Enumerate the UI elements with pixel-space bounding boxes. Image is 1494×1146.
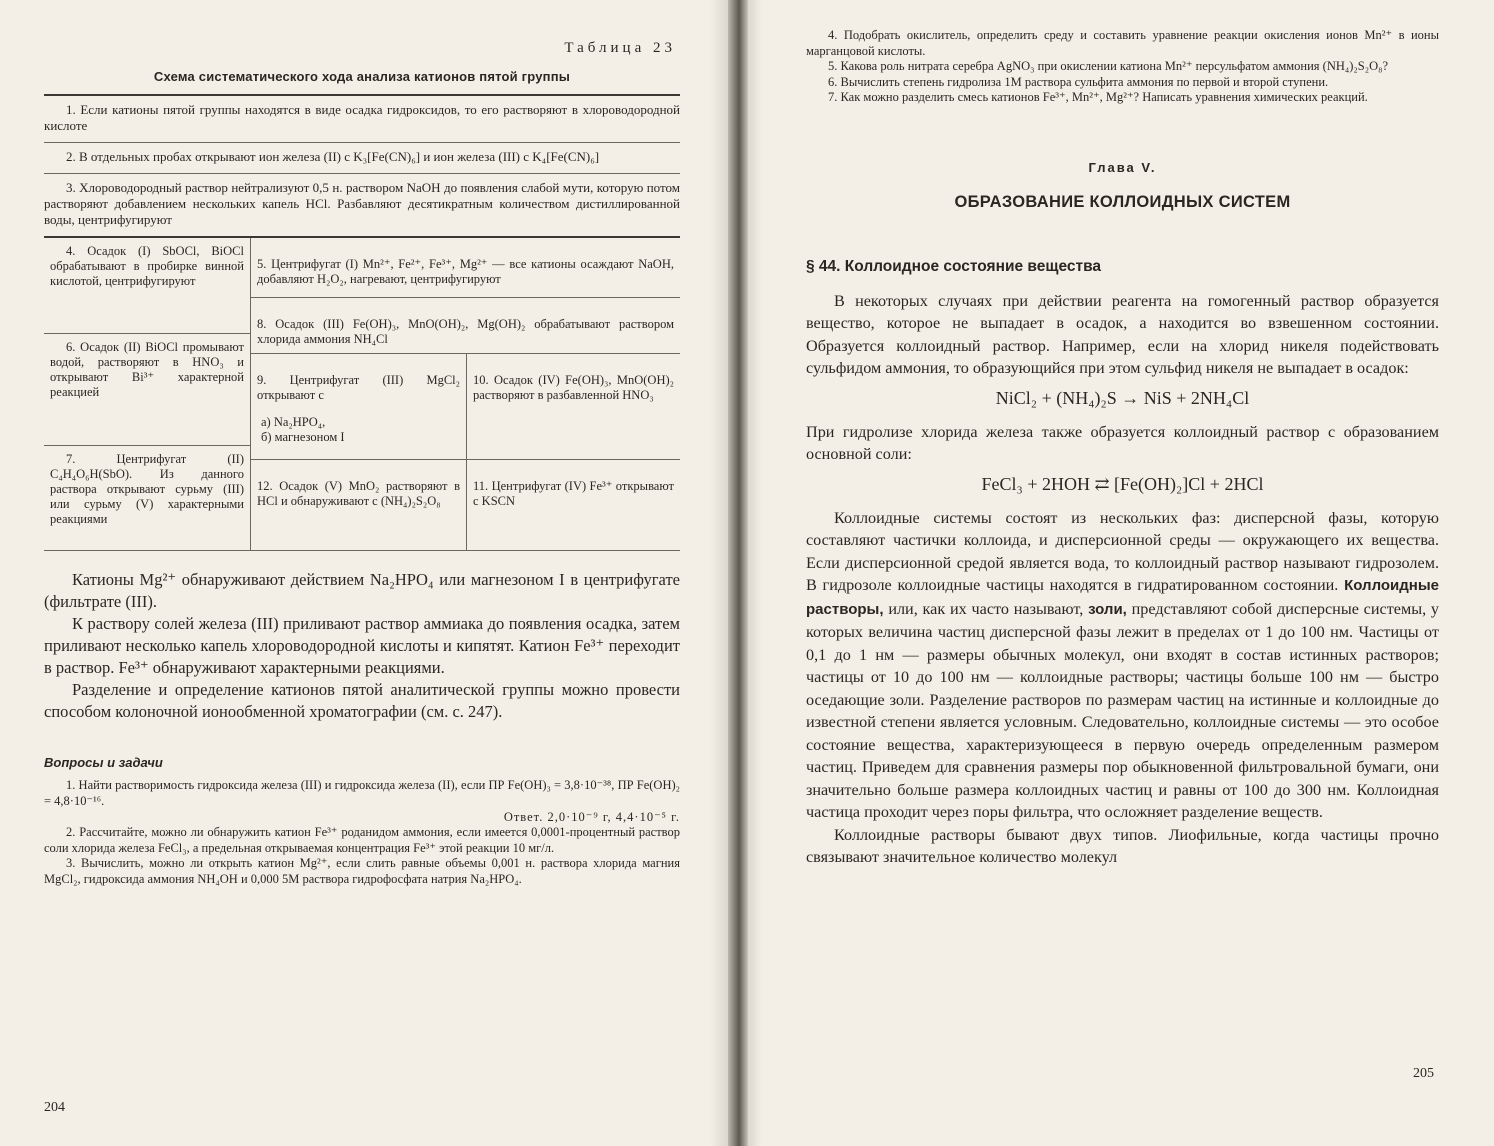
table-row-1: 1. Если катионы пятой группы находятся в виде осадка гидроксидов, то его растворяют в хлороводородной кислоте <box>44 96 680 143</box>
question-3: 3. Вычислить, можно ли открыть катион Mg²⁺, если слить равные объемы 0,001 н. раствора хлорида магния MgCl₂, гидроксида аммония NH₄OH и 0,000 5M раствора гидрофосфата натрия Na₂HPO₄. <box>44 856 680 886</box>
cell-9: 9. Центрифугат (III) MgCl₂ открывают с <box>257 372 460 402</box>
question-5: 5. Какова роль нитрата серебра AgNO₃ при окислении катиона Mn²⁺ персульфатом аммония (NH₄)₂S₂O₈? <box>828 59 1389 73</box>
cell-12: 12. Осадок (V) MnO₂ растворяют в HCl и обнаруживают с (NH₄)₂S₂O₈ <box>257 478 460 508</box>
paragraph: Разделение и определение катионов пятой аналитической группы можно провести способом колоночной ионообменной хроматографии (см. с. 247). <box>44 680 680 721</box>
table-row-2: 2. В отдельных пробах открывают ион железа (II) с K₃[Fe(CN)₆] и ион железа (III) с K₄[Fe(CN)₆] <box>44 143 680 174</box>
question-2: 2. Рассчитайте, можно ли обнаружить катион Fe³⁺ роданидом аммония, если имеется 0,0001-процентный раствор соли хлорида железа FeCl₃, а предельная открываемая концентрация Fe³⁺ этой реакции 10 мг/л. <box>44 825 680 855</box>
table-title: Схема систематического хода анализа катионов пятой группы <box>153 69 571 84</box>
paragraph: При гидролизе хлорида железа также образуется коллоидный раствор с образованием основной соли: <box>806 422 1439 463</box>
question-6: 6. Вычислить степень гидролиза 1M раствора сульфита аммония по первой и второй ступени. <box>828 74 1329 89</box>
scheme-table <box>44 94 680 238</box>
cell-6: 6. Осадок (II) BiOCl промывают водой, растворяют в HNO₃ и открывают Bi³⁺ характерной реакцией <box>50 340 244 399</box>
answer-1: Ответ. 2,0·10⁻⁹ г, 4,4·10⁻⁵ г. <box>503 810 680 824</box>
chapter-title: ОБРАЗОВАНИЕ КОЛЛОИДНЫХ СИСТЕМ <box>954 192 1291 211</box>
cell-4: 4. Осадок (I) SbOCl, BiOCl обрабатывают в пробирке винной кислотой, центрифугируют <box>50 244 244 288</box>
column-antimony-bismuth <box>44 238 251 550</box>
page-number-left: 204 <box>44 1100 65 1115</box>
paragraph: В некоторых случаях при действии реагента на гомогенный раствор образуется вещество, которое не выпадает в осадок, а находится во взвешенном состоянии. Образуется коллоидный раствор. Например, если на хлорид никеля подействовать сульфидом аммония, то образующийся при этом сульфид никеля не выпадает в осадок: <box>806 291 1439 377</box>
table-number: Таблица 23 <box>564 40 676 56</box>
cell-5: 5. Центрифугат (I) Mn²⁺, Fe²⁺, Fe³⁺, Mg²⁺ — все катионы осаждают NaOH, добавляют H₂O₂, нагревают, центрифугируют <box>257 256 674 286</box>
question-7: 7. Как можно разделить смесь катионов Fe³⁺, Mn²⁺, Mg²⁺? Написать уравнения химических реакций. <box>828 90 1368 104</box>
question-1: 1. Найти растворимость гидроксида железа (III) и гидроксида железа (II), если ПР Fe(OH)₃ = 3,8·10⁻³⁸, ПР Fe(OH)₂ = 4,8·10⁻¹⁶. <box>44 778 680 808</box>
left-body-text <box>44 569 680 723</box>
paragraph-part: или, как их часто называют, <box>888 599 1084 618</box>
cell-11: 11. Центрифугат (IV) Fe³⁺ открывают с KSCN <box>473 478 674 508</box>
equation-iron-hydrolysis: FeCl₃ + 2HOH ⇄ [Fe(OH)₂]Cl + 2HCl <box>981 473 1264 494</box>
equation-nickel-sulfide: NiCl₂ + (NH₄)₂S → NiS + 2NH₄Cl <box>995 387 1250 408</box>
cell-7: 7. Центрифугат (II) C₄H₄O₆H(SbO). Из данного раствора открывают сурьму (III) или сурьму (V) характерными реакциями <box>50 452 244 526</box>
right-page-shadow <box>748 0 762 1146</box>
chapter-label: Глава V. <box>1088 159 1157 175</box>
term-sols: золи, <box>1088 600 1127 618</box>
paragraph-part: представляют собой дисперсные системы, у которых величина частиц дисперсной фазы лежит в пределах от 1 до 100 нм. Частицы от 0,1 до 1 нм — размеры обычных молекул, они входят в состав истинных растворов; частицы от 10 до 100 нм — коллоидные растворы; частицы больше 100 нм — быстро оседающие золи. Разделение растворов по размерам частиц на истинные и коллоидные до известной степени является условным. Следовательно, коллоидные системы — это особое состояние вещества, характеризующееся в первую очередь определенным размером частиц. Приведем для сравнения размеры пор обыкновенной фильтровальной бумаги, они значительно больше размера коллоидных частиц и равны от 100 до 300 нм. Коллоидная частица проходит через поры фильтра, что осложняет разделение веществ. <box>806 599 1440 821</box>
cell-9-option-b: б) магнезоном I <box>261 430 345 444</box>
scheme-grid <box>44 238 680 551</box>
questions-heading: Вопросы и задачи <box>44 755 163 770</box>
left-page-shadow <box>710 0 728 1146</box>
term-colloid-solutions: Коллоидные растворы, <box>806 577 1440 618</box>
book-spine <box>728 0 748 1146</box>
cell-9-option-a: а) Na₂HPO₄, <box>261 415 326 429</box>
right-page <box>748 0 1494 1146</box>
paragraph: К раствору солей железа (III) приливают раствор аммиака до появления осадка, затем приливают несколько капель хлороводородной кислоты и кипятят. Катион Fe³⁺ переходит в раствор. Fe³⁺ обнаруживают характерными реакциями. <box>44 614 680 677</box>
section-title: § 44. Коллоидное состояние вещества <box>806 257 1102 275</box>
paragraph: Коллоидные растворы бывают двух типов. Лиофильные, когда частицы прочно связывают значительное количество молекул <box>806 825 1439 866</box>
cell-10: 10. Осадок (IV) Fe(OH)₃, MnO(OH)₂ растворяют в разбавленной HNO₃ <box>473 372 674 402</box>
paragraph: Катионы Mg²⁺ обнаруживают действием Na₂HPO₄ или магнезоном I в центрифугате (фильтрате (III). <box>44 570 680 611</box>
question-4: 4. Подобрать окислитель, определить среду и составить уравнение реакции окисления ионов Mn²⁺ в ионы марганцовой кислоты. <box>806 28 1439 58</box>
cell-8: 8. Осадок (III) Fe(OH)₃, MnO(OH)₂, Mg(OH)₂ обрабатывают раствором хлорида аммония NH₄Cl <box>257 316 674 346</box>
table-row-3: 3. Хлороводородный раствор нейтрализуют 0,5 н. раствором NaOH до появления слабой мути, которую потом растворяют добавлением нескольких капель HCl. Разбавляют десятикратным количеством дистиллированной воды, центрифугируют <box>44 174 680 238</box>
left-page <box>0 0 728 1146</box>
page-number-right: 205 <box>1413 1066 1434 1081</box>
paragraph-part: Коллоидные системы состоят из нескольких фаз: дисперсной фазы, которую составляют частички коллоида, и дисперсионной среды — окружающего их вещества. Если дисперсионной средой является вода, то коллоидный раствор называют гидрозолем. В гидрозоле коллоидные частицы находятся в гидратированном состоянии. <box>806 508 1439 594</box>
paragraph-colloid-systems <box>806 507 1439 824</box>
